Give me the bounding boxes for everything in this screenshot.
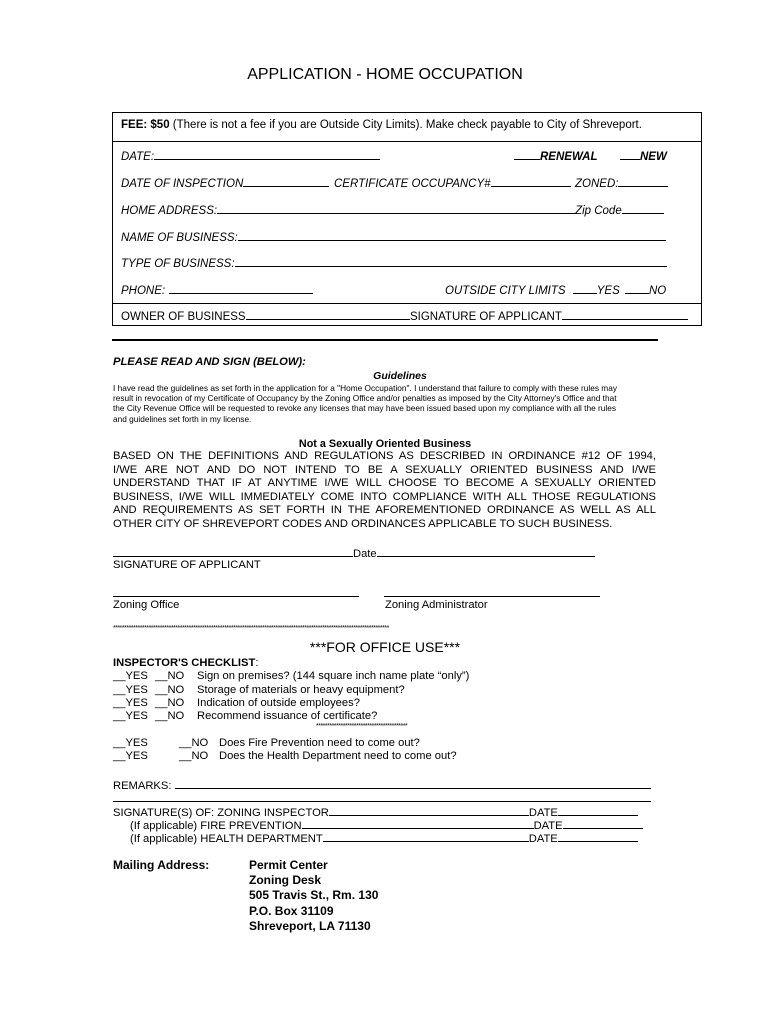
zip-code-line[interactable] [622,202,664,214]
not-sob-heading: Not a Sexually Oriented Business [298,438,472,450]
question-no[interactable]: __NO [179,750,209,762]
section-divider [112,339,658,341]
owner-line[interactable] [246,308,410,320]
not-sob-line: BASED ON THE DEFINITIONS AND REGULATIONS AS DESCRIBED IN ORDINANCE #12 OF 1994, [113,450,656,462]
checklist-yes[interactable]: __YES [113,710,148,722]
guidelines-line: the City Revenue Office will be requested to revoke any licenses that may have been issued based upon my compliance with all the rules [113,403,617,414]
not-sob-line: AND REQUIREMENTS AS SET FORTH IN THE AFOREMENTIONED ORDINANCE AS WELL AS ALL [113,504,656,517]
fee-amount: $50 [150,119,170,131]
question-row[interactable] [113,737,420,751]
inspection-date-line[interactable] [243,175,329,187]
business-name-label: NAME OF BUSINESS: [121,232,238,244]
question-yes[interactable]: __YES [113,750,148,762]
fire-prevention-date-line[interactable] [563,817,643,829]
inspection-date-label: DATE OF INSPECTION [121,178,244,190]
office-use-heading: ***FOR OFFICE USE*** [309,639,461,655]
renewal-label: RENEWAL [540,151,598,163]
checklist-yes[interactable]: __YES [113,697,148,709]
not-sob-line: OTHER CITY OF SHREVEPORT CODES AND ORDINANCES APPLICABLE TO SUCH BUSINESS. [113,517,613,530]
outside-yes-line[interactable] [573,282,597,294]
not-sob-line: I/WE ARE NOT AND DO NOT INTEND TO BE A SEXUALLY ORIENTED BUSINESS AND I/WE [113,463,656,476]
guidelines-heading: Guidelines [373,370,427,382]
outside-no-label: NO [648,285,667,297]
business-name-field[interactable] [121,229,666,244]
remarks-label: REMARKS: [113,780,172,792]
checklist-item: Indication of outside employees? [197,697,360,709]
guidelines-text [113,383,617,424]
question-text: Does the Health Department need to come out? [219,750,457,762]
not-sob-line: BUSINESS, I/WE WILL IMMEDIATELY COME INTO COMPLIANCE WITH ALL THOSE REGULATIONS [113,490,656,503]
divider [113,303,701,304]
checklist-row[interactable] [113,684,405,698]
fire-prevention-label: (If applicable) FIRE PREVENTION [130,820,302,832]
phone-label: PHONE: [121,285,166,297]
inspector-checklist-title [113,657,258,671]
remarks-field[interactable] [113,777,651,794]
business-type-line[interactable] [235,255,667,267]
outside-yes-label: YES [596,285,620,297]
date-field[interactable] [121,148,380,163]
applicant-signature-line[interactable] [113,545,353,557]
date-label: DATE: [121,151,155,163]
question-text: Does Fire Prevention need to come out? [219,737,420,749]
fee-note: (There is not a fee if you are Outside City Limits). Make check payable to City of Shreveport. [172,119,642,131]
checklist-no[interactable]: __NO [155,670,185,682]
guidelines-line: result in revocation of my Certificate of Occupancy by the Zoning Office and/or penalties as imposed by the City Attorney's Office and that [113,393,617,404]
mailing-address-line: Shreveport, LA 71130 [249,918,371,933]
checklist-colon: : [255,657,259,669]
fee-line [121,119,642,131]
checklist-row[interactable] [113,670,469,684]
checklist-yes[interactable]: __YES [113,684,148,696]
mailing-address-line: P.O. Box 31109 [249,903,334,918]
business-type-label: TYPE OF BUSINESS: [121,258,235,270]
guidelines-line: and guidelines set forth in my license. [113,413,252,424]
certificate-occupancy-label: CERTIFICATE OCCUPANCY# [334,178,491,190]
checklist-no[interactable]: __NO [155,684,185,696]
mailing-address-line: Permit Center [249,858,328,872]
question-no[interactable]: __NO [179,737,209,749]
fire-prevention-line[interactable] [302,817,534,829]
checklist-row[interactable] [113,697,360,711]
applicant-date-line[interactable] [377,545,595,557]
checklist-row[interactable] [113,710,377,724]
owner-field[interactable] [121,308,410,323]
home-address-line[interactable] [217,202,575,214]
zoning-administrator-line[interactable] [384,596,600,597]
health-department-line[interactable] [323,830,529,842]
guidelines-line: I have read the guidelines as set forth in the application for a "Home Occupation". I understand that failure to comply with these rules may [113,383,617,393]
certificate-occupancy-line[interactable] [491,175,571,187]
business-type-field[interactable] [121,255,667,270]
zoning-office-label: Zoning Office [113,599,180,611]
checklist-yes[interactable]: __YES [113,670,148,682]
business-name-line[interactable] [238,229,666,241]
page-title: APPLICATION - HOME OCCUPATION [247,66,523,83]
zip-code-label: Zip Code [575,205,622,217]
question-row[interactable] [113,750,457,764]
phone-line[interactable] [169,282,313,294]
mailing-address [249,858,378,934]
zoning-office-line[interactable] [113,596,359,597]
phone-field[interactable] [121,282,313,297]
fire-prevention-date-label: DATE [533,820,563,832]
applicant-date-label: Date [353,548,377,560]
checklist-no[interactable]: __NO [155,710,185,722]
owner-signature-label: SIGNATURE OF APPLICANT [410,311,562,323]
renewal-line[interactable] [514,148,540,160]
zoning-inspector-line[interactable] [329,804,529,816]
mailing-address-line: Zoning Desk [249,873,322,888]
remarks-line-2[interactable] [113,801,651,802]
inspection-date-field[interactable] [121,175,329,190]
please-read-heading: PLEASE READ AND SIGN (BELOW): [113,356,306,368]
date-line[interactable] [154,148,380,160]
outside-city-limits-field[interactable] [445,282,666,297]
health-department-label: (If applicable) HEALTH DEPARTMENT [130,833,323,845]
checklist-item: Sign on premises? (144 square inch name plate “only”) [197,670,470,682]
zoning-administrator-label: Zoning Administrator [385,599,488,611]
outside-city-limits-label: OUTSIDE CITY LIMITS [445,285,566,297]
office-use-separator: **************************************************************************************************************************** [113,625,389,632]
checklist-title-text: INSPECTOR'S CHECKLIST [113,657,256,669]
applicant-signature-label: SIGNATURE OF APPLICANT [113,559,261,571]
owner-signature-line[interactable] [562,308,688,320]
mailing-address-line: 505 Travis St., Rm. 130 [249,888,379,903]
not-sob-text [113,450,656,532]
zoning-inspector-date-label: DATE [528,807,558,819]
renewal-field[interactable] [514,148,598,163]
new-line[interactable] [620,148,640,160]
remarks-line[interactable] [175,777,651,789]
outside-no-line[interactable] [625,282,649,294]
checklist-item: Storage of materials or heavy equipment? [197,684,405,696]
zoned-label: ZONED: [575,178,619,190]
owner-signature-field[interactable] [410,308,688,323]
divider [113,141,701,142]
new-field[interactable] [620,148,667,163]
zoned-line[interactable] [618,175,668,187]
zoned-field[interactable] [575,175,668,190]
mailing-address-label: Mailing Address: [113,858,210,872]
zoning-inspector-label: SIGNATURE(S) OF: ZONING INSPECTOR [113,807,329,819]
health-department-date-label: DATE [528,833,558,845]
home-address-label: HOME ADDRESS: [121,205,218,217]
checklist-no[interactable]: __NO [155,697,185,709]
checklist-separator: ***************************************** [316,723,408,730]
health-department-signature[interactable] [130,830,638,847]
not-sob-line: UNDERSTAND THAT IF AT ANYTIME I/WE WILL CHOOSE TO BECOME A SEXUALLY ORIENTED [113,477,656,490]
new-label: NEW [640,151,667,163]
owner-label: OWNER OF BUSINESS [121,311,246,323]
health-department-date-line[interactable] [558,830,638,842]
question-yes[interactable]: __YES [113,737,148,749]
zoning-inspector-date-line[interactable] [558,804,638,816]
certificate-occupancy-field[interactable] [334,175,571,190]
checklist-item: Recommend issuance of certificate? [197,710,378,722]
fee-label: FEE: [121,119,148,131]
home-address-field[interactable] [121,202,664,217]
